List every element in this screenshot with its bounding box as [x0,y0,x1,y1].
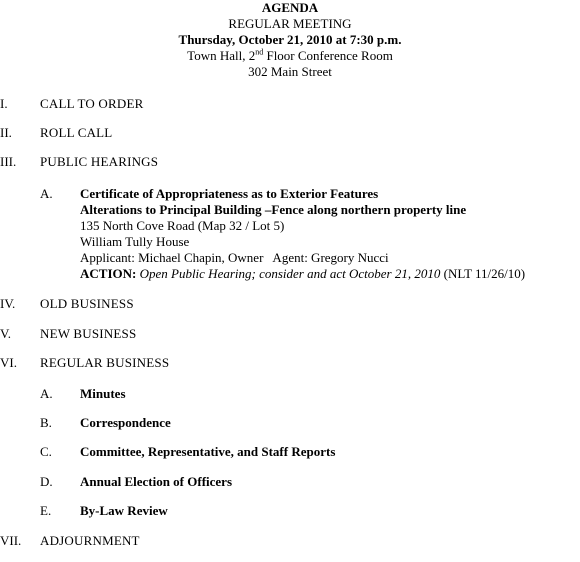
business-item-reports: Committee, Representative, and Staff Reports [80,444,336,459]
business-letter: D. [40,474,53,489]
hearing-property-name: William Tully House [80,234,190,249]
action-description: Open Public Hearing; consider and act October 21, 2010 [136,266,441,281]
meeting-date: Thursday, October 21, 2010 at 7:30 p.m. [178,32,402,47]
section-number: III. [0,154,17,169]
hearing-title: Certificate of Appropriateness as to Exterior Features [80,186,379,201]
section-title: REGULAR BUSINESS [40,355,170,370]
section-number: VII. [0,533,22,548]
action-deadline: (NLT 11/26/10) [440,266,526,281]
agenda-title: AGENDA [261,0,319,15]
business-letter: A. [40,386,53,401]
meeting-address: 302 Main Street [248,64,332,79]
section-title: PUBLIC HEARINGS [40,154,159,169]
hearing-applicant: Applicant: Michael Chapin, Owner Agent: Gregory Nucci [80,250,389,265]
section-number: I. [0,96,8,111]
hearing-subtitle: Alterations to Principal Building –Fence along northern property line [80,202,467,217]
business-letter: E. [40,503,52,518]
location-ordinal-suffix: nd [255,47,264,57]
business-letter: B. [40,415,52,430]
section-number: IV. [0,296,16,311]
business-item-election: Annual Election of Officers [80,474,233,489]
hearing-action [80,266,525,282]
agenda-header [0,0,580,80]
hearing-letter: A. [40,186,53,201]
section-title: CALL TO ORDER [40,96,144,111]
business-item-minutes: Minutes [80,386,126,401]
business-letter: C. [40,444,52,459]
location-prefix: Town Hall, 2 [187,48,256,63]
meeting-location [0,48,580,64]
business-item-correspondence: Correspondence [80,415,171,430]
section-title: NEW BUSINESS [40,326,137,341]
location-suffix: Floor Conference Room [263,48,393,63]
meeting-type: REGULAR MEETING [228,16,352,31]
section-number: VI. [0,355,17,370]
action-label: ACTION: [80,266,137,281]
hearing-address: 135 North Cove Road (Map 32 / Lot 5) [80,218,285,233]
section-number: V. [0,326,11,341]
section-title: ROLL CALL [40,125,113,140]
section-title: OLD BUSINESS [40,296,134,311]
business-item-bylaw-review: By-Law Review [80,503,168,518]
section-number: II. [0,125,12,140]
section-title: ADJOURNMENT [40,533,140,548]
